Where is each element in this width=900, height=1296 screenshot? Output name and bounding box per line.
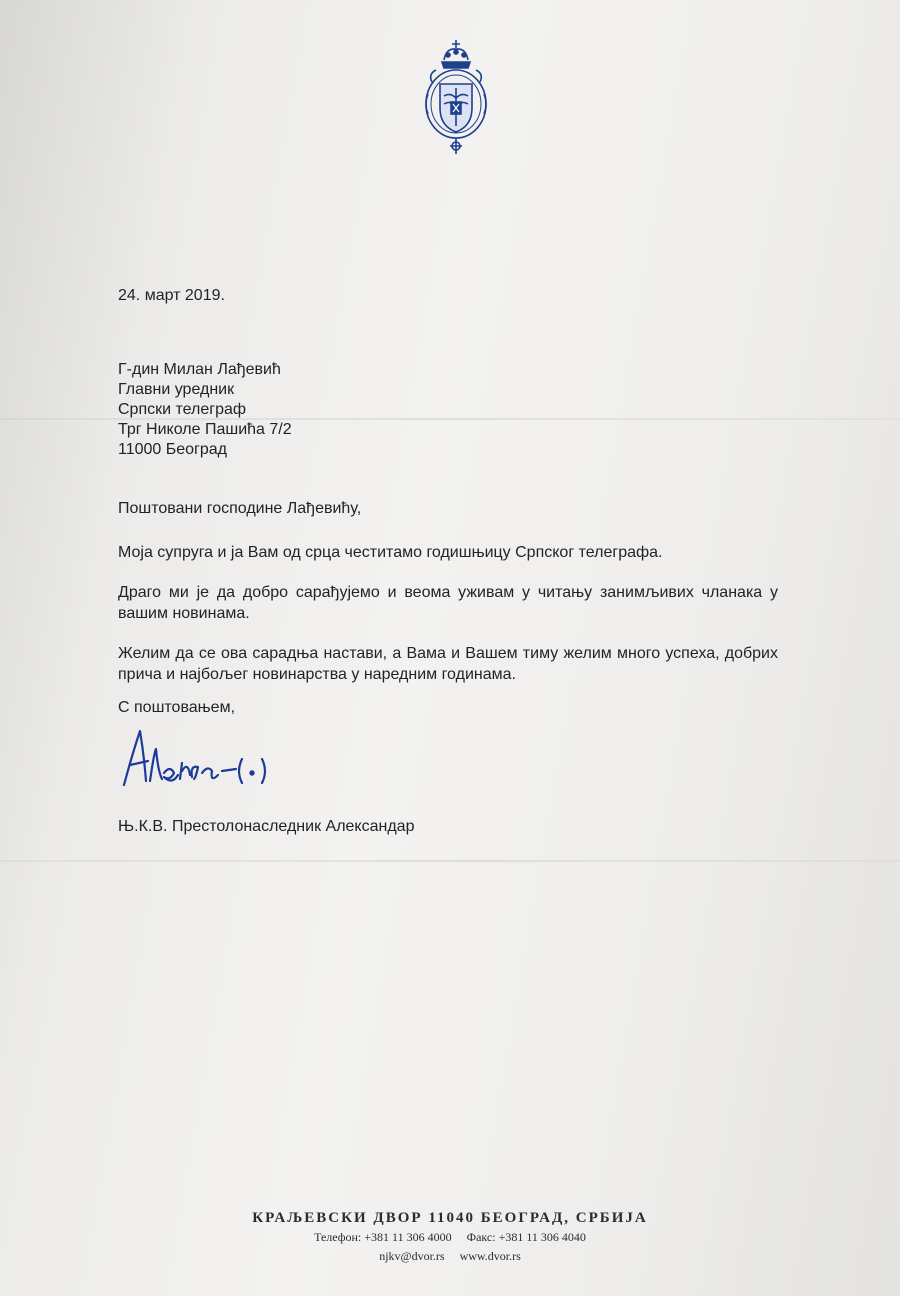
recipient-organization: Српски телеграф	[118, 401, 247, 418]
paragraph-1: Моја супруга и ја Вам од срца честитамо годишњицу Српског телеграфа.	[118, 544, 663, 561]
salutation: Поштовани господине Лађевићу,	[118, 500, 362, 517]
footer-email[interactable]: njkv@dvor.rs	[379, 1249, 445, 1263]
closing: С поштовањем,	[118, 699, 236, 716]
footer-phones	[0, 1230, 900, 1245]
handwritten-signature	[118, 725, 288, 793]
signatory-name: Њ.К.В. Престолонаследник Александар	[118, 818, 415, 835]
footer-address-title: КРАЉЕВСКИ ДВОР 11040 БЕОГРАД, СРБИЈА	[252, 1210, 648, 1226]
recipient-name: Г-дин Милан Лађевић	[118, 361, 281, 378]
recipient-position: Главни уредник	[118, 381, 235, 398]
paragraph-3: Желим да се ова сарадња настави, а Вама и Вашем тиму желим много успеха, добрих прича и најбољег новинарства у наредним годинама.	[118, 645, 778, 683]
paragraph-2: Драго ми је да добро сарађујемо и веома уживам у читању занимљивих чланака у вашим новинама.	[118, 584, 778, 622]
footer-website[interactable]: www.dvor.rs	[459, 1249, 521, 1263]
paper-fold	[0, 860, 900, 862]
royal-crest-icon	[420, 38, 492, 156]
footer-contacts	[0, 1249, 900, 1264]
letter-date: 24. март 2019.	[118, 287, 225, 304]
recipient-street: Трг Николе Пашића 7/2	[118, 421, 292, 438]
recipient-city: 11000 Београд	[118, 441, 228, 458]
footer-phone: Телефон: +381 11 306 4000	[314, 1230, 452, 1244]
footer-fax: Факс: +381 11 306 4040	[466, 1230, 586, 1244]
